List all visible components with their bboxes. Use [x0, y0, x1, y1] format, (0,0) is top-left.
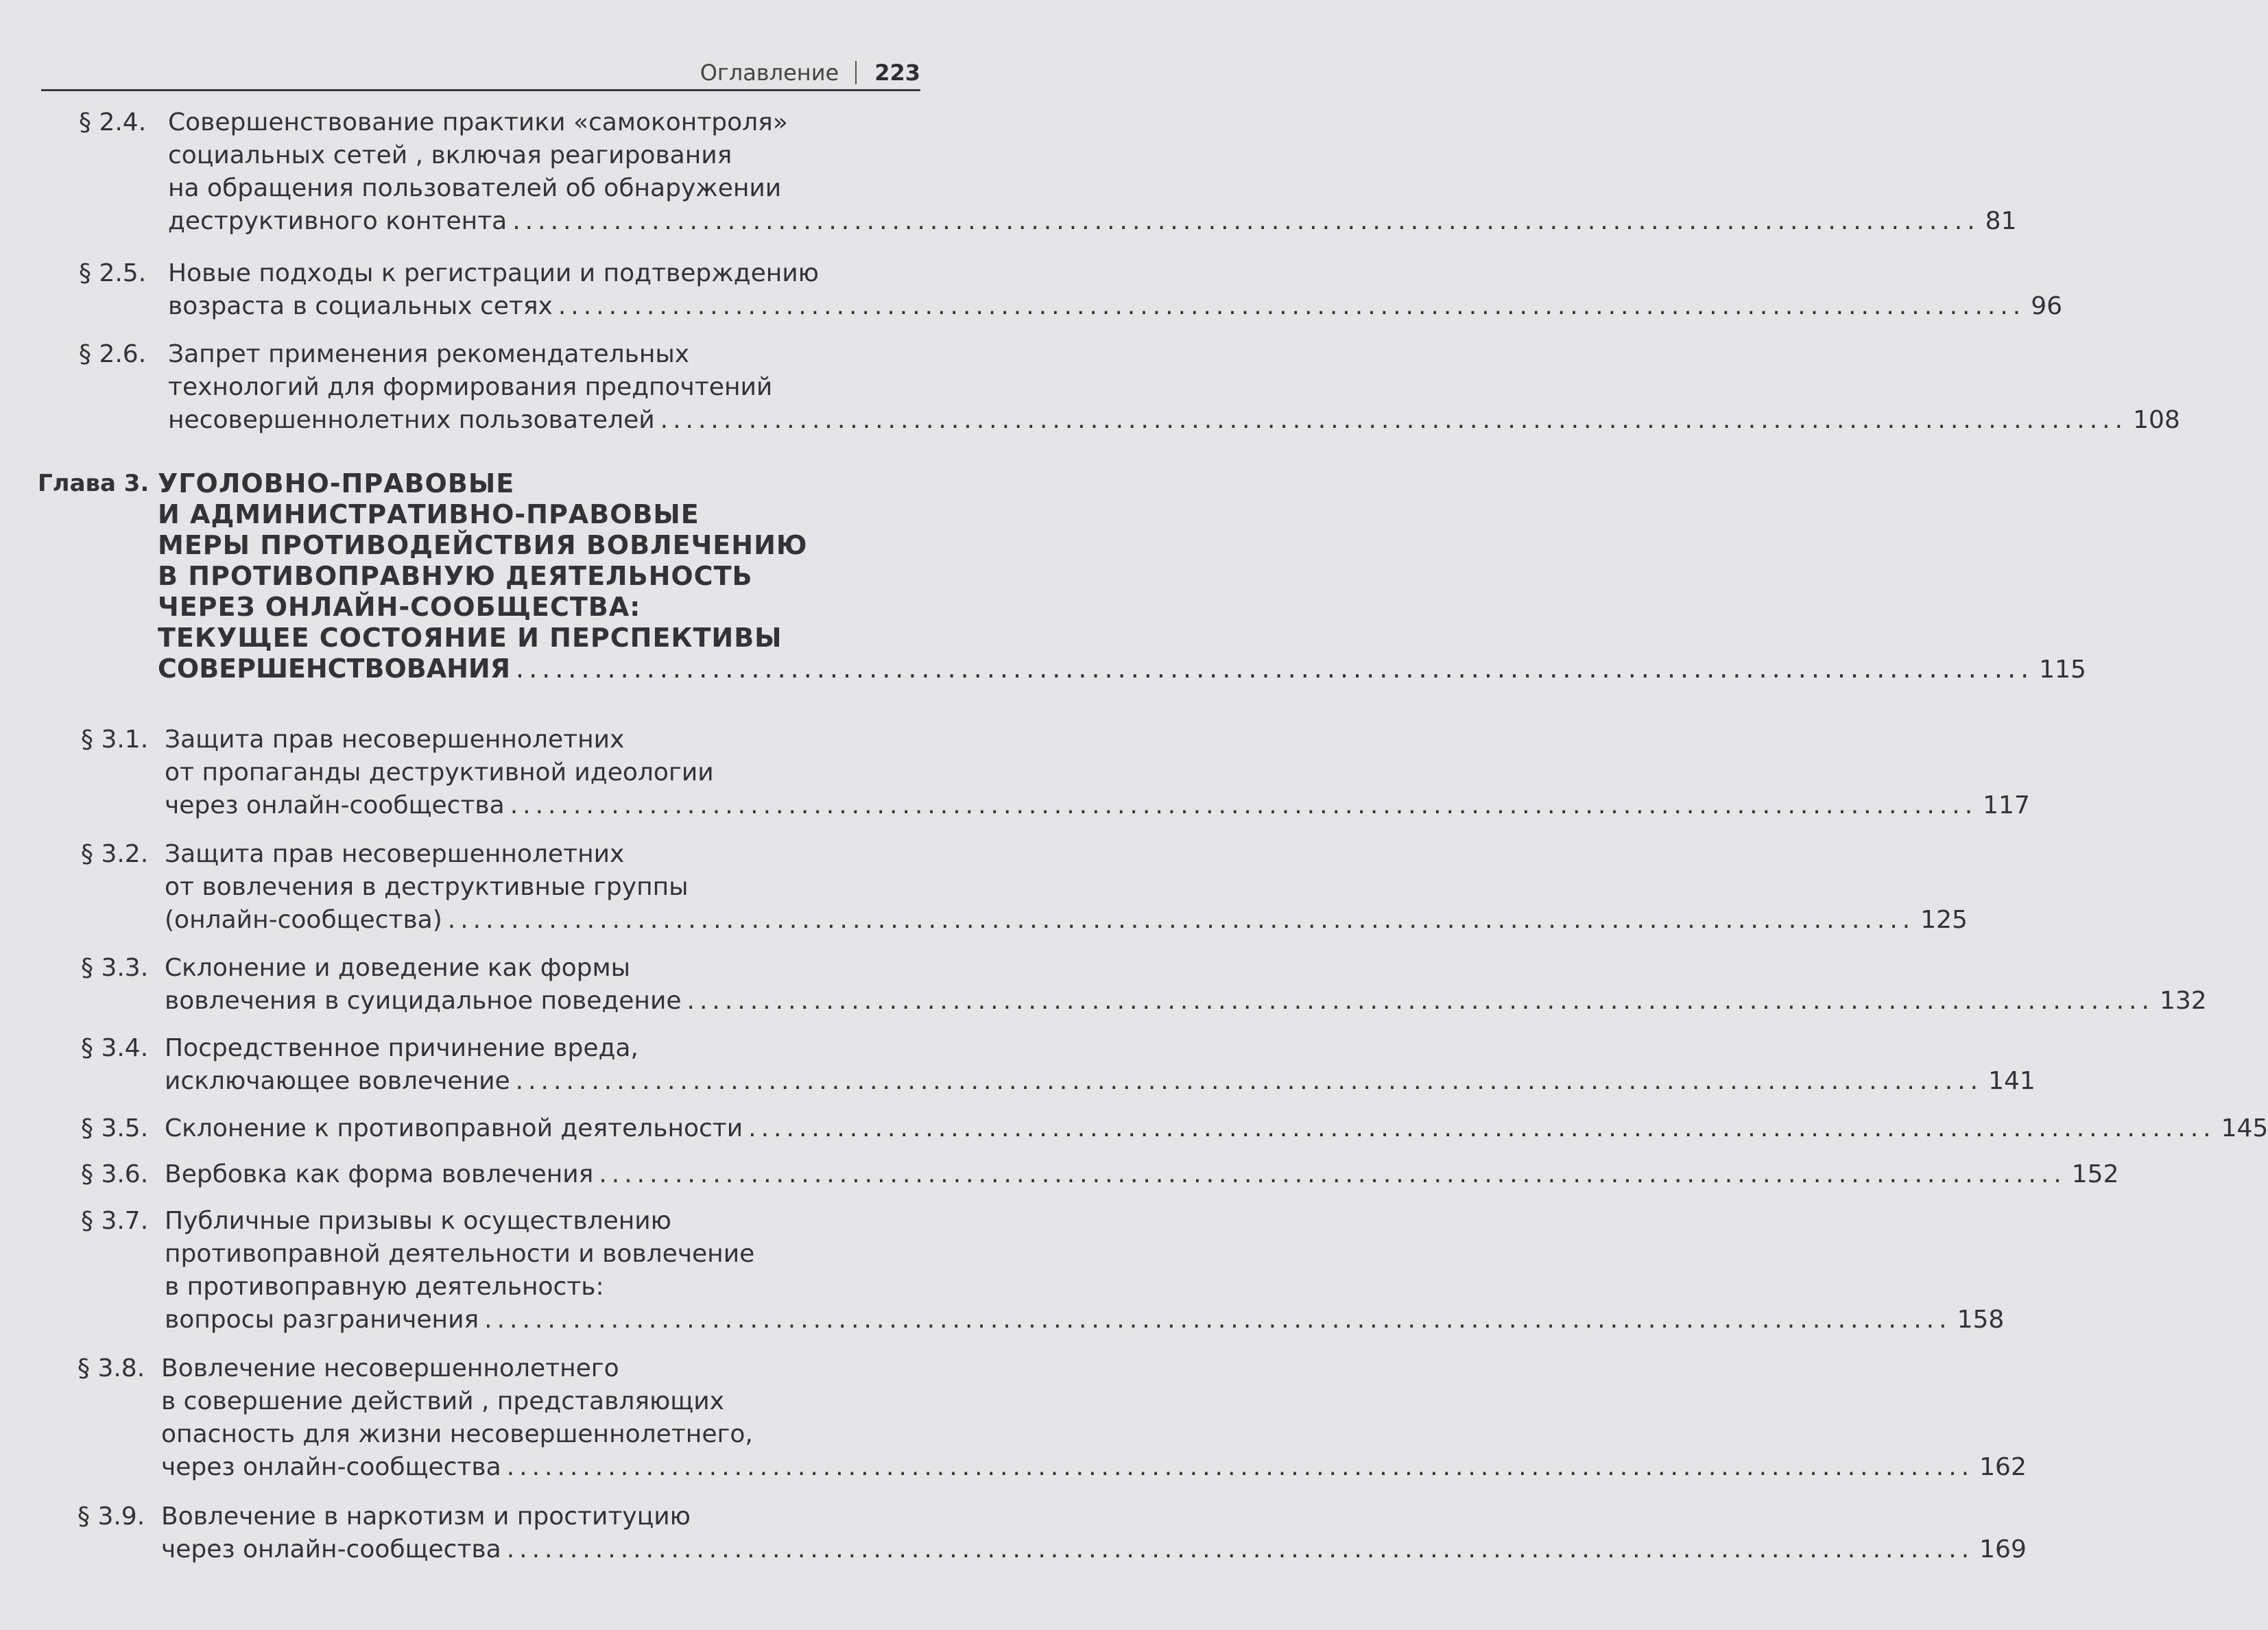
entry-title — [165, 1205, 2005, 1337]
page-number: 223 — [874, 60, 920, 86]
toc-entry — [77, 1500, 2027, 1566]
entry-page-number: 169 — [1979, 1535, 2027, 1563]
dot-leader: .................................................................................................................... — [506, 1535, 1974, 1563]
chapter-last-line — [158, 654, 2086, 685]
entry-title-line: на обращения пользователей об обнаружении — [168, 174, 782, 202]
entry-number: § 3.2. — [81, 840, 149, 868]
entry-last-line — [161, 1533, 2027, 1566]
entry-title-line: Защита прав несовершеннолетних — [165, 840, 625, 868]
dot-leader: .................................................................................................................... — [484, 1306, 1952, 1334]
entry-last-line — [165, 1158, 2119, 1191]
dot-leader: .................................................................................................................... — [687, 987, 2154, 1015]
entry-title-line: в противоправную деятельность: — [165, 1273, 604, 1301]
entry-page-number: 108 — [2133, 406, 2180, 434]
entry-number: § 3.9. — [77, 1502, 145, 1531]
toc-entry — [81, 952, 2207, 1018]
toc-entry — [79, 338, 2180, 437]
toc-entry — [81, 1158, 2119, 1191]
toc-entry — [81, 1112, 2268, 1145]
entry-title-line: вовлечения в суицидальное поведение — [165, 987, 682, 1015]
toc-entry — [81, 838, 1968, 937]
dot-leader: .................................................................................................................... — [515, 654, 2034, 684]
entry-number: § 3.6. — [81, 1160, 149, 1188]
entry-title-line: несовершеннолетних пользователей — [168, 406, 655, 434]
entry-title — [165, 1158, 2119, 1191]
entry-page-number: 158 — [1957, 1306, 2005, 1334]
entry-title-line: технологий для формирования предпочтений — [168, 373, 773, 401]
running-header — [41, 56, 920, 91]
entry-page-number: 162 — [1979, 1453, 2027, 1481]
entry-last-line — [165, 789, 2030, 822]
entry-last-line — [165, 1304, 2005, 1337]
dot-leader: .................................................................................................................... — [660, 406, 2128, 434]
entry-title — [165, 1032, 2036, 1098]
chapter-title — [158, 468, 2086, 685]
dot-leader: .................................................................................................................... — [748, 1114, 2216, 1142]
toc-entry — [79, 257, 2063, 323]
entry-title-line: Новые подходы к регистрации и подтверждению — [168, 259, 819, 287]
chapter-page-number: 115 — [2039, 656, 2086, 684]
section-title: Оглавление — [700, 60, 839, 86]
entry-page-number: 117 — [1983, 791, 2030, 819]
entry-number: § 3.5. — [81, 1114, 149, 1142]
entry-title-line: от вовлечения в деструктивные группы — [165, 873, 689, 901]
header-separator — [855, 61, 857, 84]
entry-page-number: 152 — [2071, 1160, 2119, 1188]
entry-title — [165, 952, 2207, 1018]
entry-number: § 3.7. — [81, 1207, 149, 1235]
entry-page-number: 81 — [1985, 207, 2017, 235]
entry-last-line — [165, 1112, 2268, 1145]
dot-leader: .................................................................................................................... — [506, 1453, 1974, 1481]
toc-entry — [79, 106, 2017, 238]
entry-page-number: 132 — [2159, 987, 2207, 1015]
dot-leader: .................................................................................................................... — [512, 207, 1980, 235]
entry-page-number: 145 — [2221, 1114, 2268, 1142]
entry-title — [161, 1352, 2027, 1484]
entry-page-number: 96 — [2031, 292, 2063, 320]
entry-title-line: (онлайн-сообщества) — [165, 906, 442, 934]
chapter-title-line: УГОЛОВНО-ПРАВОВЫЕ — [158, 468, 515, 499]
entry-title-line: Вовлечение в наркотизм и проституцию — [161, 1502, 691, 1531]
entry-title-line: в совершение действий , представляющих — [161, 1387, 724, 1415]
entry-title — [168, 257, 2063, 323]
entry-last-line — [165, 985, 2207, 1018]
entry-title-line: вопросы разграничения — [165, 1306, 479, 1334]
entry-title-line: через онлайн-сообщества — [165, 791, 505, 819]
entry-last-line — [165, 904, 1968, 937]
entry-title-line: через онлайн-сообщества — [161, 1453, 501, 1481]
chapter-title-line: МЕРЫ ПРОТИВОДЕЙСТВИЯ ВОВЛЕЧЕНИЮ — [158, 530, 808, 560]
entry-number: § 3.8. — [77, 1354, 145, 1382]
chapter-title-line: В ПРОТИВОПРАВНУЮ ДЕЯТЕЛЬНОСТЬ — [158, 561, 753, 591]
entry-last-line — [168, 290, 2063, 323]
entry-title-line: Посредственное причинение вреда, — [165, 1034, 638, 1062]
entry-page-number: 141 — [1988, 1067, 2036, 1095]
entry-title-line: опасность для жизни несовершеннолетнего, — [161, 1420, 753, 1448]
dot-leader: .................................................................................................................... — [510, 791, 1978, 819]
entry-number: § 3.3. — [81, 954, 149, 982]
toc-entry — [81, 1205, 2005, 1337]
toc-entry — [81, 1032, 2036, 1098]
entry-title-line: Запрет применения рекомендательных — [168, 340, 690, 368]
entry-title-line: Совершенствование практики «самоконтроля» — [168, 108, 788, 136]
dot-leader: .................................................................................................................... — [515, 1067, 1983, 1095]
entry-title-line: Склонение к противоправной деятельности — [165, 1114, 743, 1142]
entry-title — [168, 338, 2180, 437]
dot-leader: .................................................................................................................... — [447, 906, 1915, 934]
entry-number: § 2.6. — [79, 340, 147, 368]
toc-entry — [81, 723, 2030, 822]
dot-leader: .................................................................................................................... — [599, 1160, 2066, 1188]
entry-title — [165, 1112, 2268, 1145]
entry-last-line — [165, 1065, 2036, 1098]
entry-number: § 2.4. — [79, 108, 147, 136]
chapter-heading — [38, 468, 2086, 685]
entry-title-line: Склонение и доведение как формы — [165, 954, 631, 982]
entry-title — [165, 723, 2030, 822]
entry-number: § 3.4. — [81, 1034, 149, 1062]
entry-page-number: 125 — [1920, 906, 1968, 934]
entry-title-line: через онлайн-сообщества — [161, 1535, 501, 1563]
entry-title-line: Вовлечение несовершеннолетнего — [161, 1354, 619, 1382]
entry-title-line: исключающее вовлечение — [165, 1067, 510, 1095]
chapter-title-line: СОВЕРШЕНСТВОВАНИЯ — [158, 654, 510, 684]
entry-title-line: возраста в социальных сетях — [168, 292, 553, 320]
entry-title-line: от пропаганды деструктивной идеологии — [165, 758, 714, 787]
entry-title — [165, 838, 1968, 937]
entry-title-line: Публичные призывы к осуществлению — [165, 1207, 671, 1235]
entry-number: § 3.1. — [81, 726, 149, 754]
entry-title-line: Вербовка как форма вовлечения — [165, 1160, 594, 1188]
entry-number: § 2.5. — [79, 259, 147, 287]
chapter-title-line: ТЕКУЩЕЕ СОСТОЯНИЕ И ПЕРСПЕКТИВЫ — [158, 623, 783, 653]
chapter-number: Глава 3. — [38, 470, 150, 497]
entry-title-line: противоправной деятельности и вовлечение — [165, 1240, 755, 1268]
entry-title — [168, 106, 2017, 238]
entry-title-line: деструктивного контента — [168, 207, 508, 235]
entry-last-line — [168, 404, 2180, 437]
chapter-title-line: ЧЕРЕЗ ОНЛАЙН-СООБЩЕСТВА: — [158, 592, 641, 622]
toc-entry — [77, 1352, 2027, 1484]
entry-title-line: социальных сетей , включая реагирования — [168, 141, 732, 169]
entry-title-line: Защита прав несовершеннолетних — [165, 726, 625, 754]
entry-last-line — [161, 1451, 2027, 1484]
chapter-title-line: И АДМИНИСТРАТИВНО-ПРАВОВЫЕ — [158, 499, 700, 529]
dot-leader: .................................................................................................................... — [558, 292, 2026, 320]
entry-last-line — [168, 205, 2017, 238]
entry-title — [161, 1500, 2027, 1566]
